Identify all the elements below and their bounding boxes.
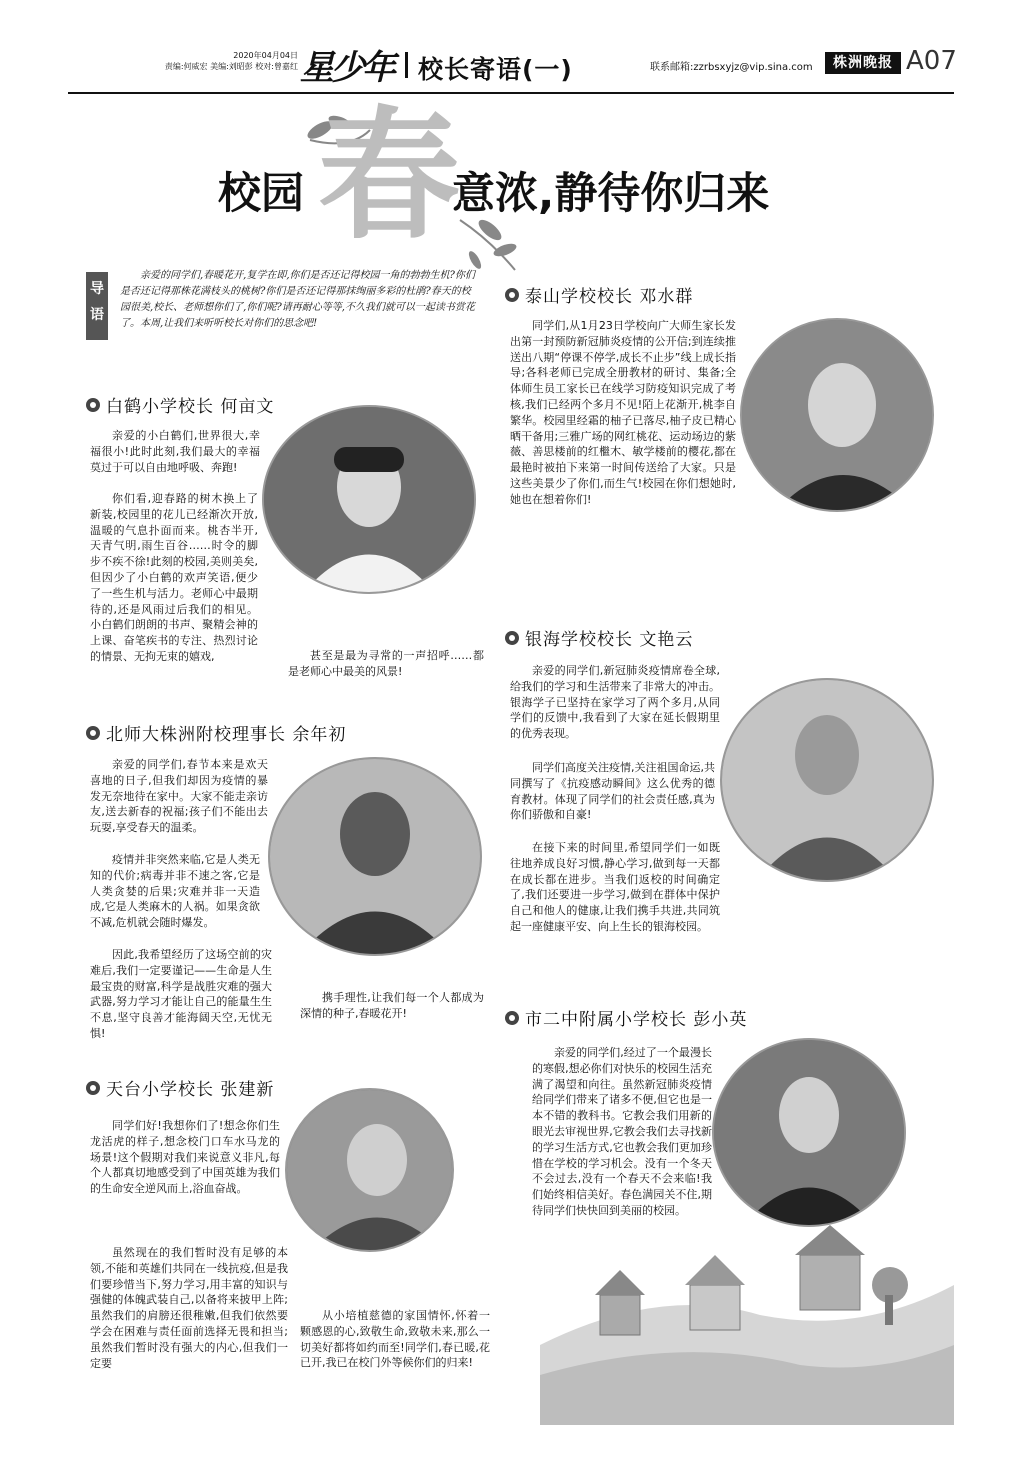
article-body-baihe-3: 甚至是最为寻常的一声招呼……都是老师心中最美的风景! bbox=[288, 649, 484, 678]
article-heading-taishan: 泰山学校校长 邓水群 bbox=[505, 282, 693, 307]
brand-logo: 星少年 bbox=[300, 48, 393, 88]
principal-photo-baihe bbox=[262, 405, 476, 594]
principal-photo-beishida bbox=[268, 757, 482, 956]
title-big-character: 春 bbox=[318, 94, 460, 259]
article-body-beishida-3: 因此,我希望经历了这场空前的灾难后,我们一定要谨记——生命是人生最宝贵的财富,科学是战胜灾难的强大武器,努力学习才能让自己的能量生生不息,坚守良善才能海阔天空,无忧无惧! bbox=[90, 948, 272, 1040]
section-title: 校长寄语(一) bbox=[418, 55, 573, 84]
intro-text: 亲爱的同学们,春暖花开,复学在即,你们是否还记得校园一角的勃勃生机?你们是否还记得那株花满枝头的桃树?你们是否还记得那抹绚丽多彩的杜鹃?春天的校园很美,校长、老师想你们了,你们呢?请再耐心等等,不久我们就可以一起读书赏花了。本周,让我们来听听校长对你们的思念吧! bbox=[120, 270, 475, 329]
article-heading-tiantai: 天台小学校长 张建新 bbox=[86, 1075, 274, 1100]
intro-tag: 导语 bbox=[86, 272, 108, 340]
contact-email: 联系邮箱:zzrbsxyjz@vip.sina.com bbox=[650, 62, 813, 73]
article-body-tiantai-3: 从小培植慈德的家国情怀,怀着一颗感恩的心,致敬生命,致敬未来,那么一切美好都将如约而至!同学们,春已暖,花已开,我已在校门外等候你们的归来! bbox=[300, 1309, 490, 1370]
header-divider bbox=[405, 52, 408, 78]
header-rule bbox=[68, 92, 954, 94]
article-body-baihe-2: 你们看,迎春路的树木换上了新装,校园里的花儿已经渐次开放,温暖的气息扑面而来。桃杏半开,天青气明,雨生百谷……时令的脚步不疾不徐!此刻的校园,美则美矣,但因少了小白鹤的欢声笑语,便少了一些生机与活力。老师心中最期待的,还是风雨过后我们的相见。小白鹤们朗朗的书声、聚精会神的上课、奋笔疾书的专注、热烈讨论的情景、无拘无束的嬉戏, bbox=[90, 492, 258, 663]
article-body-shierzhong: 亲爱的同学们,经过了一个最漫长的寒假,想必你们对快乐的校园生活充满了渴望和向往。虽然新冠肺炎疫情给同学们带来了诸多不便,但它也是一本不错的教科书。它教会我们用新的眼光去审视世界,它教会我们去寻找新的学习生活方式,它也教会我们更加珍惜在学校的学习机会。没有一个冬天不会过去,没有一个春天不会来临!我们始终相信美好。春色满园关不住,期待同学们快快回到美丽的校园。 bbox=[532, 1046, 712, 1217]
flower-icon bbox=[86, 1081, 100, 1095]
flower-icon bbox=[505, 1011, 519, 1025]
article-body-tiantai-2: 虽然现在的我们暂时没有足够的本领,不能和英雄们共同在一线抗疫,但是我们要珍惜当下,努力学习,用丰富的知识与强健的体魄武装自己,以备将来披甲上阵;虽然我们的肩膀还很稚嫩,但我们依然要学会在困难与责任面前选择无畏和担当;虽然我们暂时没有强大的内心,但我们一定要 bbox=[90, 1246, 288, 1370]
town-illustration-icon bbox=[540, 1225, 954, 1425]
page-number: A07 bbox=[906, 46, 957, 76]
article-body-yinhai-2: 同学们高度关注疫情,关注祖国命运,共同撰写了《抗疫感动瞬间》这么优秀的德育教材。体现了同学们的社会责任感,真为你们骄傲和自豪! bbox=[510, 761, 715, 822]
editor-credits: 责编:何威宏 美编:刘昭彭 校对:曾嘉红 bbox=[164, 62, 298, 71]
article-body-tiantai-1: 同学们好!我想你们了!想念你们生龙活虎的样子,想念校门口车水马龙的场景!这个假期对我们来说意义非凡,每个人都真切地感受到了中国英雄为我们的生命安全逆风而上,浴血奋战。 bbox=[90, 1119, 280, 1196]
paper-name-logo: 株洲晚报 bbox=[825, 52, 901, 74]
flower-icon bbox=[505, 631, 519, 645]
title-part-2: 意浓,静待你归来 bbox=[452, 169, 770, 219]
article-body-yinhai-1: 亲爱的同学们,新冠肺炎疫情席卷全球,给我们的学习和生活带来了非常大的冲击。银海学子已坚持在家学习了两个多月,从同学们的反馈中,我看到了大家在延长假期里的优秀表现。 bbox=[510, 664, 720, 741]
article-body-beishida-2: 疫情并非突然来临,它是人类无知的代价;病毒并非不速之客,它是人类贪婪的后果;灾难并非一天造成,它是人类麻木的人祸。如果贪欲不减,危机就会随时爆发。 bbox=[90, 853, 260, 930]
article-heading-baihe: 白鹤小学校长 何亩文 bbox=[86, 392, 274, 417]
flower-icon bbox=[505, 288, 519, 302]
article-heading-shierzhong: 市二中附属小学校长 彭小英 bbox=[505, 1005, 747, 1030]
header-credits bbox=[148, 50, 298, 72]
article-body-beishida-4: 携手理性,让我们每一个人都成为深情的种子,春暖花开! bbox=[300, 991, 484, 1020]
flower-icon bbox=[86, 398, 100, 412]
issue-date: 2020年04月04日 bbox=[233, 51, 298, 60]
principal-photo-tiantai bbox=[285, 1088, 454, 1252]
article-body-yinhai-3: 在接下来的时间里,希望同学们一如既往地养成良好习惯,静心学习,做到每一天都在成长都在进步。当我们返校的时间确定了,我们还要进一步学习,做到在群体中保护自己和他人的健康,让我们携手共进,共同筑起一座健康平安、向上生长的银海校园。 bbox=[510, 841, 720, 933]
article-body-taishan: 同学们,从1月23日学校向广大师生家长发出第一封预防新冠肺炎疫情的公开信;到连续推送出八期“停课不停学,成长不止步”线上成长指导;各科老师已完成全册教材的研讨、集备;全体师生员工家长已在线学习防疫知识完成了考核,我们已经两个多月不见!陌上花渐开,桃李自繁华。校园里经霜的柚子已落尽,柚子皮已精心晒干备用;三雅广场的网红桃花、运动场边的紫薇、善思楼前的红檵木、敏学楼前的樱花,都在最艳时被拍下来第一时间传送给了大家。只是这些美景少了你们,而生气!校园在你们想她时,她也在想着你们! bbox=[510, 319, 736, 506]
article-body-baihe-1: 亲爱的小白鹤们,世界很大,幸福很小!此时此刻,我们最大的幸福莫过于可以自由地呼吸、奔跑! bbox=[90, 429, 260, 474]
principal-photo-taishan bbox=[740, 318, 934, 512]
article-heading-yinhai: 银海学校校长 文艳云 bbox=[505, 625, 693, 650]
article-body-beishida-1: 亲爱的同学们,春节本来是欢天喜地的日子,但我们却因为疫情的暴发无奈地待在家中。大家不能走亲访友,送去新春的祝福;孩子们不能出去玩耍,享受春天的温柔。 bbox=[90, 758, 268, 835]
principal-photo-shierzhong bbox=[712, 1038, 906, 1227]
flower-icon bbox=[86, 726, 100, 740]
title-part-1: 校园 bbox=[218, 169, 304, 219]
principal-photo-yinhai bbox=[720, 678, 934, 882]
article-heading-beishida: 北师大株洲附校理事长 余年初 bbox=[86, 720, 346, 745]
